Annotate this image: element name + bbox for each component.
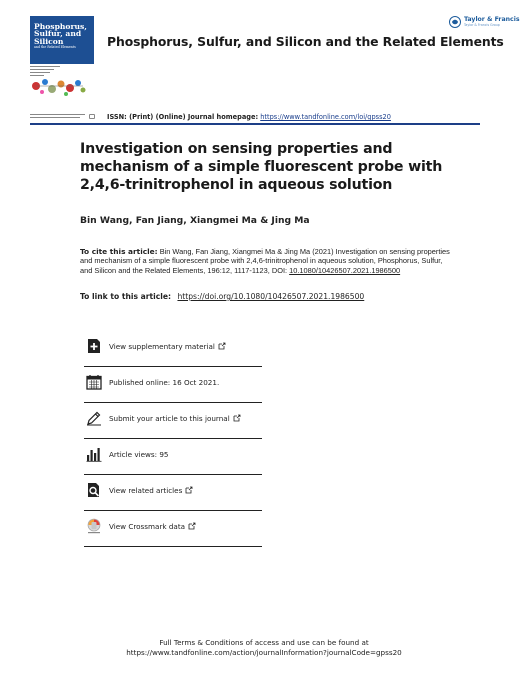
search-document-icon [86, 482, 102, 498]
external-link-icon [185, 486, 193, 494]
small-logo-icon [89, 114, 95, 119]
supplementary-material-link[interactable]: View supplementary material [109, 342, 226, 351]
publisher-name: Taylor & Francis [464, 16, 520, 23]
related-articles-item[interactable] [84, 475, 262, 511]
bar-chart-icon [86, 446, 102, 462]
published-online-item [84, 367, 262, 403]
publisher-group: Taylor & Francis Group [464, 23, 500, 27]
article-title: Investigation on sensing properties and mechanism of a simple fluorescent probe with 2,4,6-trinitrophenol in aqueous solution [80, 141, 443, 193]
issn-line [107, 113, 391, 121]
article-views-text: Article views: 95 [109, 450, 169, 459]
publisher-logo [449, 14, 520, 30]
citation-label: To cite this article: [80, 247, 158, 256]
related-articles-link[interactable]: View related articles [109, 486, 193, 495]
crossmark-item[interactable] [84, 511, 262, 547]
supplementary-material-item[interactable] [84, 331, 262, 367]
link-label: To link to this article: [80, 292, 172, 301]
calendar-icon [86, 374, 102, 390]
plus-document-icon [86, 338, 102, 354]
small-print [30, 114, 85, 119]
molecule-graphic-icon [28, 72, 88, 100]
citation [80, 247, 450, 275]
issn-label: ISSN: (Print) (Online) Journal homepage: [107, 113, 259, 121]
footer-terms-text: Full Terms & Conditions of access and use can be found at [159, 638, 369, 647]
published-online-text: Published online: 16 Oct 2021. [109, 378, 220, 387]
pencil-icon [86, 410, 102, 426]
publisher-emblem-icon [449, 16, 461, 28]
citation-doi-link[interactable]: 10.1080/10426507.2021.1986500 [289, 265, 401, 275]
journal-homepage-link[interactable]: https://www.tandfonline.com/loi/gpss20 [260, 113, 391, 121]
citation-text: Bin Wang, Fan Jiang, Xiangmei Ma & Jing Ma (2021) Investigation on sensing properties and mechanism of a simple fluorescent probe with 2,4,6-trinitrophenol in aqueous solution, Phosphorus, Sulfur, and Silicon and the Related Elements, 196:12, 1117-1123, DOI: [80, 247, 450, 275]
external-link-icon [188, 522, 196, 530]
footer [0, 638, 528, 658]
crossmark-link[interactable]: View Crossmark data [109, 522, 196, 531]
external-link-icon [218, 342, 226, 350]
crossmark-icon [86, 518, 102, 534]
cover-title: Phosphorus, Sulfur, and Silicon [34, 22, 87, 46]
submit-article-item[interactable] [84, 403, 262, 439]
article-actions [84, 331, 262, 547]
article-doi-link[interactable]: https://doi.org/10.1080/10426507.2021.1986500 [177, 292, 365, 301]
journal-cover [30, 16, 94, 64]
article-views-item [84, 439, 262, 475]
footer-journal-info-link[interactable]: https://www.tandfonline.com/action/journalInformation?journalCode=gpss20 [126, 648, 402, 657]
link-to-article [80, 292, 364, 301]
article-authors: Bin Wang, Fan Jiang, Xiangmei Ma & Jing Ma [80, 215, 310, 226]
external-link-icon [233, 414, 241, 422]
submit-article-link[interactable]: Submit your article to this journal [109, 414, 241, 423]
journal-title: Phosphorus, Sulfur, and Silicon and the Related Elements [107, 34, 504, 49]
cover-subtitle: and the Related Elements [34, 45, 76, 50]
header-divider [30, 123, 480, 125]
